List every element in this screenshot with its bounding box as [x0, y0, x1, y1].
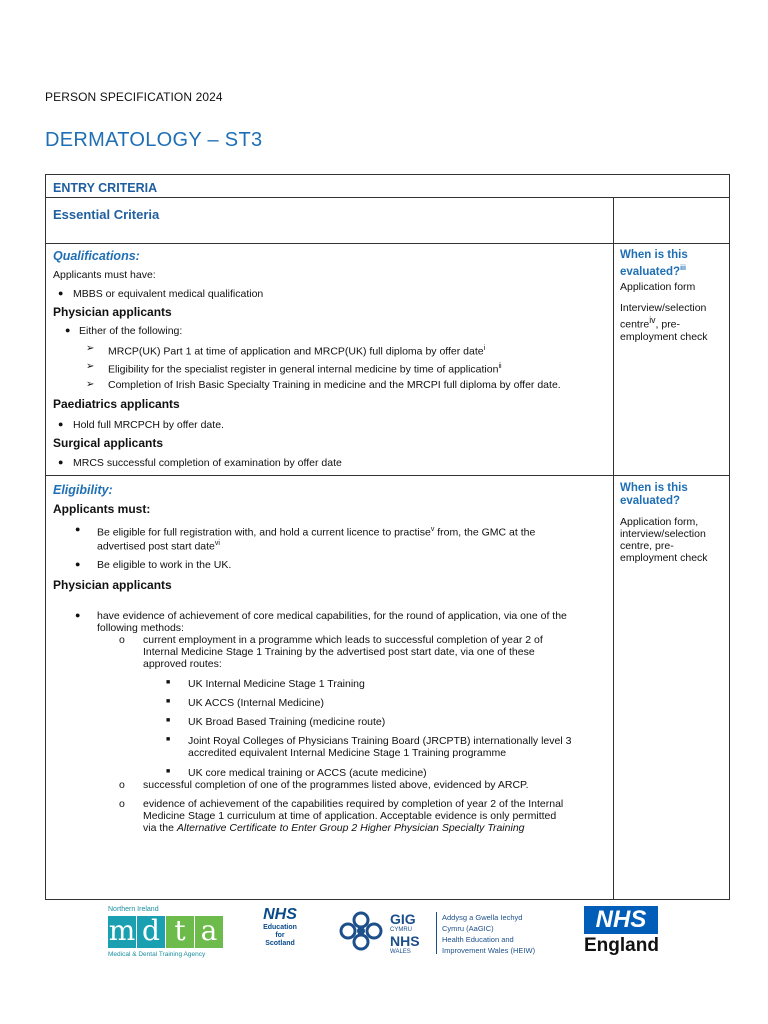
qualifications-heading: Qualifications:	[53, 249, 140, 263]
column-divider	[613, 476, 614, 899]
entry-criteria-row	[46, 175, 729, 198]
when-evaluated-heading: When is this evaluated?$^{iii}$	[620, 249, 688, 278]
qualifications-intro: Applicants must have:	[53, 269, 156, 281]
applicants-must-heading: Applicants must:	[53, 502, 151, 516]
bullet-icon: ●	[65, 325, 71, 335]
list-item-continued: advertised post start date$^{vi}$	[97, 540, 220, 553]
qualifications-row	[46, 244, 729, 476]
bullet-icon: ●	[75, 610, 81, 620]
column-divider	[613, 198, 614, 243]
list-item: UK ACCS (Internal Medicine)	[188, 697, 324, 709]
list-item: successful completion of one of the programmes listed above, evidenced by ARCP.	[143, 779, 529, 791]
list-item-continued: via the Alternative Certificate to Enter Group 2 Higher Physician Specialty Training	[143, 822, 525, 834]
arrow-bullet-icon: ➢	[86, 379, 95, 390]
evaluation-method: Application form, interview/selection centre, pre-employment check	[620, 516, 708, 564]
list-item: UK core medical training or ACCS (acute medicine)	[188, 767, 427, 779]
logo-letter: a	[195, 916, 223, 948]
nimdta-logo-letters	[108, 916, 223, 948]
page-title: DERMATOLOGY – ST3	[45, 129, 263, 151]
list-item-continued: approved routes:	[143, 658, 222, 670]
list-item-continued: following methods:	[97, 622, 184, 634]
circle-bullet-icon: o	[119, 798, 125, 810]
list-item-continued: accredited equivalent Internal Medicine Stage 1 Training programme	[188, 747, 507, 759]
logo-letter: t	[166, 916, 194, 948]
logo-text: GIG CYMRU NHS WALES	[390, 911, 420, 955]
list-item-continued: Medicine Stage 1 curriculum at time of application. Acceptable evidence is only permitted	[143, 810, 557, 822]
arrow-bullet-icon: ➢	[86, 361, 95, 372]
square-bullet-icon: ■	[166, 768, 171, 775]
list-item: evidence of achievement of the capabilities required by completion of year 2 of the Internal	[143, 798, 564, 810]
list-item: Eligibility for the specialist register in general internal medicine by time of application$^{ii}$	[108, 363, 502, 376]
surgical-applicants-heading: Surgical applicants	[53, 436, 164, 450]
physician-applicants-heading: Physician applicants	[53, 305, 172, 319]
list-item: Completion of Irish Basic Specialty Training in medicine and the MRCPI full diploma by offer date.	[108, 379, 561, 391]
list-item: current employment in a programme which leads to successful completion of year 2 of	[143, 634, 543, 646]
bullet-icon: ●	[58, 288, 64, 298]
circle-bullet-icon: o	[119, 779, 125, 791]
list-item: Either of the following:	[79, 325, 183, 337]
square-bullet-icon: ■	[166, 717, 171, 724]
logo-divider	[436, 912, 437, 954]
logo-text: NHS	[263, 906, 297, 923]
when-evaluated-heading: When is this evaluated?	[620, 482, 688, 507]
square-bullet-icon: ■	[166, 698, 171, 705]
square-bullet-icon: ■	[166, 736, 171, 743]
circle-bullet-icon: o	[119, 634, 125, 646]
list-item: MBBS or equivalent medical qualification	[73, 288, 264, 300]
square-bullet-icon: ■	[166, 679, 171, 686]
list-item: UK Broad Based Training (medicine route)	[188, 716, 386, 728]
bullet-icon: ●	[75, 559, 81, 569]
essential-criteria-heading: Essential Criteria	[53, 207, 160, 222]
logo-text: NHS	[584, 906, 658, 934]
eligibility-heading: Eligibility:	[53, 483, 113, 497]
logo-text: Scotland	[265, 940, 295, 947]
evaluation-method: Interview/selection centre$^{iv}$, pre-employment check	[620, 302, 708, 343]
nimdta-logo-region: Northern Ireland	[108, 906, 159, 913]
evaluation-method: Application form	[620, 281, 696, 293]
nimdta-logo	[106, 906, 226, 960]
list-item: Joint Royal Colleges of Physicians Training Board (JRCPTB) internationally level 3	[188, 735, 572, 747]
logo-text: Addysg a Gwella Iechyd Cymru (AaGIC) Health Education and Improvement Wales (HEIW)	[442, 913, 536, 955]
footer-logos	[0, 900, 768, 970]
bullet-icon: ●	[58, 419, 64, 429]
paediatrics-applicants-heading: Paediatrics applicants	[53, 397, 180, 411]
physician-applicants-heading: Physician applicants	[53, 578, 172, 592]
logo-text: for	[275, 932, 285, 939]
eligibility-row	[46, 476, 729, 899]
list-item-continued: Internal Medicine Stage 1 Training by the advertised post start date, via one of these	[143, 646, 535, 658]
list-item: Hold full MRCPCH by offer date.	[73, 419, 224, 431]
logo-letter: d	[137, 916, 165, 948]
nhs-education-scotland-logo	[254, 906, 306, 948]
entry-criteria-heading: ENTRY CRITERIA	[53, 181, 158, 195]
bullet-icon: ●	[58, 457, 64, 467]
list-item: UK Internal Medicine Stage 1 Training	[188, 678, 365, 690]
arrow-bullet-icon: ➢	[86, 343, 95, 354]
welsh-emblem-icon	[336, 908, 386, 954]
document-label: PERSON SPECIFICATION 2024	[45, 90, 223, 104]
list-item: Be eligible for full registration with, and hold a current licence to practise$^v$ from, the GMC at the	[97, 526, 536, 539]
nimdta-logo-subtitle: Medical & Dental Training Agency	[108, 951, 206, 958]
bullet-icon: ●	[75, 524, 81, 534]
column-divider	[613, 244, 614, 475]
nhs-england-logo	[584, 906, 664, 957]
heiw-logo	[336, 906, 566, 960]
list-item: have evidence of achievement of core medical capabilities, for the round of application, via one of the	[97, 610, 567, 622]
logo-letter: m	[108, 914, 136, 947]
logo-text: Education	[263, 924, 297, 931]
list-item: MRCS successful completion of examination by offer date	[73, 457, 342, 469]
essential-criteria-row	[46, 198, 729, 244]
list-item: MRCP(UK) Part 1 at time of application and MRCP(UK) full diploma by offer date$^i$	[108, 345, 486, 358]
criteria-table	[45, 174, 730, 900]
list-item: Be eligible to work in the UK.	[97, 559, 232, 571]
logo-text: England	[584, 935, 659, 956]
